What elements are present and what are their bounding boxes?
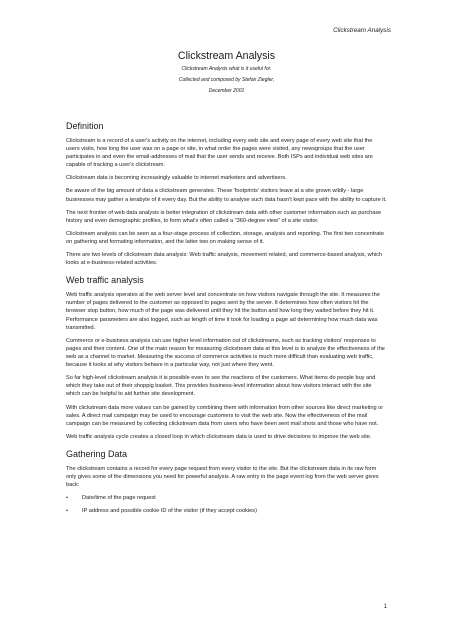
paragraph: Be aware of the big amount of data a clickstream generates. These 'footprints' visitors leave at a site grown wildly - large businesses may gather a terabyte of it every day. But the ability to analyse such data hasn't kept pace with the ability to capture it. [66,188,387,203]
running-header: Clickstream Analysis [333,27,391,34]
paragraph: Clickstream data is becoming increasingly valuable to internet marketers and advertisers. [66,175,287,182]
paragraph: Commerce or e-business analysis can use higher level information out of clickstreams, such as tracking visitors' responses to pages and their content. One of the main reason for measuring clickstream data at this level is to analyze the effectiveness of the web as a channel to market. Measuring the success of commerce activities is much more difficult than evaluating web traffic, because it looks at why visitors behave in a particular way, not just where they went. [66,337,385,369]
list-item-text: Date/time of the page request [82,495,156,502]
bullet-icon: • [66,495,68,502]
date-line: December 2001 [208,88,245,94]
paragraph: So far high-level clickstream analysis it is possible even to see the reactions of the customers. What items do people buy and which they take out of their shoppig basket. This provides business-level information about how visitors interact with the site which can be helpful to aid further site development. [66,375,376,398]
paragraph: Clickstream is a record of a user's activity on the internet, including every web site and every page of every web site that the users visits, how long the user was on a page or site, in what order the pages were visited, any newsgroups that the user participates in and even the email-addresses of mail that the user sends and receive. Both ISPs and individual web sites are capable of tracking a user's clickstream. [66,137,373,169]
section-heading: Definition [66,121,104,131]
section-definition [66,122,387,267]
paragraph: There are two levels of clickstream data analysis: Web traffic analysis, movement related, and commerce-based analysis, which looks at e-business-related activities. [66,252,382,267]
title-block [0,50,453,100]
list-item [66,507,387,515]
bullet-icon: • [66,508,68,515]
list-item-text: IP address and possible cookie ID of the visitor (if they accept cookies) [82,508,257,515]
bullet-list [66,494,387,515]
page-number: 1 [383,604,387,610]
paragraph: Web traffic analysis operates at the web server level and concentrate on how visitors navigate through the site. It measures the number of pages delivered to the customer as opposed to pages sent by the server. It determines how often visitors hit the browser stop button, how much of the page was delivered until they hit the button and how long they waited before they hit it. Performance parameters are also logged, such as length of time it took for loading a page ad determining how much data was transmitted. [66,292,380,331]
section-heading: Gathering Data [66,448,128,459]
section-heading: Web traffic analysis [66,275,144,286]
paragraph: The next frontier of web data analysis is better integration of clickstream data with other customer information such as purchase history and even demographic profiles, to form what's often called a "360-degree view" of a site visitor. [66,209,382,224]
section-gathering-data [66,450,387,515]
author-line: Collected and composed by Stefan Ziegler, [178,77,275,83]
paragraph: Clickstream analysis can be seen as a four-stage process of collection, storage, analysis and reporting. The first two concentrate on gathering and formating information, and the latter two on making sense of it. [66,230,384,245]
paragraph: The clickstream contains a record for every page request from every visitor to the site. But the clickstream data in its raw form only gives some of the dimensions you need for powerful analysis. A raw entry in the page event log from the web server gives back: [66,465,379,489]
document-title: Clickstream Analysis [177,50,276,62]
subtitle: Clickstream Analysis what is it useful for. [181,66,272,72]
paragraph: With clickstream data more values can be gained by combining them with information from other sources like direct marketing or sales. A direct mail campaign may be used to encourage customers to visit the web site. Now the effectiveness of the mail campaign can be measured by collecting clickstream data from users who have been sent mail shots and those who have not. [66,404,384,427]
document-body [66,122,387,524]
paragraph: Web traffic analysis cycle creates a closed loop in which clickstream data is used to drive decisions to improve the web site. [66,433,372,440]
list-item [66,494,387,502]
section-web-traffic-analysis [66,276,387,441]
